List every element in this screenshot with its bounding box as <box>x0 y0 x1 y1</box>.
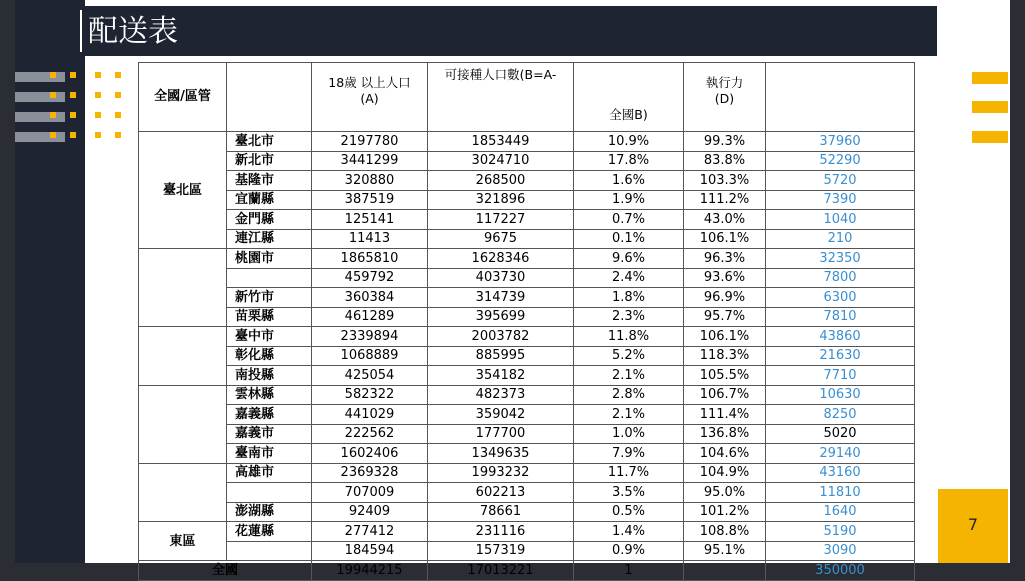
region-cell <box>139 385 227 463</box>
distribution-table <box>138 62 915 581</box>
decor-stripe <box>15 112 65 122</box>
execution-rate-cell: 93.6% <box>684 268 766 288</box>
allocation-cell: 7710 <box>766 366 915 386</box>
city-cell: 臺南市 <box>227 444 312 464</box>
allocation-cell: 5020 <box>766 424 915 444</box>
table-row <box>139 307 915 327</box>
eligible-population-cell: 395699 <box>428 307 574 327</box>
adult-population-cell: 92409 <box>312 502 428 522</box>
city-cell: 桃園市 <box>227 249 312 269</box>
adult-population-cell: 222562 <box>312 424 428 444</box>
adult-population-cell: 11413 <box>312 229 428 249</box>
share-cell: 0.9% <box>574 541 684 561</box>
table-row <box>139 171 915 191</box>
share-cell: 1.6% <box>574 171 684 191</box>
decor-dot <box>95 92 101 98</box>
eligible-population-cell: 157319 <box>428 541 574 561</box>
table-row <box>139 229 915 249</box>
share-cell: 7.9% <box>574 444 684 464</box>
eligible-population-cell: 359042 <box>428 405 574 425</box>
execution-rate-cell: 108.8% <box>684 522 766 542</box>
adult-population-cell: 360384 <box>312 288 428 308</box>
allocation-cell: 3090 <box>766 541 915 561</box>
table-row <box>139 190 915 210</box>
share-cell: 1.4% <box>574 522 684 542</box>
adult-population-cell: 125141 <box>312 210 428 230</box>
decor-right-bar <box>972 72 1008 84</box>
eligible-population-cell: 482373 <box>428 385 574 405</box>
decor-dot <box>70 132 76 138</box>
eligible-population-cell: 314739 <box>428 288 574 308</box>
share-cell: 17.8% <box>574 151 684 171</box>
execution-rate-cell: 118.3% <box>684 346 766 366</box>
region-cell: 東區 <box>139 522 227 561</box>
decor-dot <box>95 72 101 78</box>
city-cell: 苗栗縣 <box>227 307 312 327</box>
share-cell: 11.8% <box>574 327 684 347</box>
share-cell: 0.1% <box>574 229 684 249</box>
decor-dot <box>70 112 76 118</box>
eligible-population-cell: 2003782 <box>428 327 574 347</box>
table-header-row <box>139 63 915 132</box>
share-cell: 2.4% <box>574 268 684 288</box>
table-row <box>139 346 915 366</box>
share-cell: 2.1% <box>574 366 684 386</box>
allocation-cell: 10630 <box>766 385 915 405</box>
table-row <box>139 366 915 386</box>
city-cell: 宜蘭縣 <box>227 190 312 210</box>
table-row <box>139 424 915 444</box>
city-cell: 澎湖縣 <box>227 502 312 522</box>
table-row <box>139 210 915 230</box>
allocation-cell: 210 <box>766 229 915 249</box>
share-cell: 11.7% <box>574 463 684 483</box>
eligible-population-cell: 1993232 <box>428 463 574 483</box>
adult-population-cell: 441029 <box>312 405 428 425</box>
allocation-cell: 21630 <box>766 346 915 366</box>
eligible-population-cell: 1853449 <box>428 132 574 152</box>
allocation-cell: 7800 <box>766 268 915 288</box>
decor-dot <box>115 112 121 118</box>
allocation-cell: 52290 <box>766 151 915 171</box>
execution-rate-cell: 106.1% <box>684 229 766 249</box>
total-adult-population: 19944215 <box>312 561 428 581</box>
eligible-population-cell: 1349635 <box>428 444 574 464</box>
decor-right-bar <box>972 101 1008 113</box>
table-row <box>139 405 915 425</box>
adult-population-cell: 459792 <box>312 268 428 288</box>
column-header: 18歲 以上人口 (A) <box>312 63 428 132</box>
adult-population-cell: 387519 <box>312 190 428 210</box>
table-row <box>139 132 915 152</box>
share-cell: 10.9% <box>574 132 684 152</box>
city-cell: 雲林縣 <box>227 385 312 405</box>
allocation-cell: 5720 <box>766 171 915 191</box>
eligible-population-cell: 403730 <box>428 268 574 288</box>
city-cell: 嘉義縣 <box>227 405 312 425</box>
share-cell: 1.8% <box>574 288 684 308</box>
table-row <box>139 385 915 405</box>
execution-rate-cell: 104.9% <box>684 463 766 483</box>
column-header: 可接種人口數(B=A- <box>428 63 574 132</box>
adult-population-cell: 3441299 <box>312 151 428 171</box>
execution-rate-cell: 105.5% <box>684 366 766 386</box>
decor-dot <box>50 72 56 78</box>
decor-dot <box>50 132 56 138</box>
region-cell <box>139 249 227 327</box>
city-cell: 新竹市 <box>227 288 312 308</box>
total-eligible-population: 17013221 <box>428 561 574 581</box>
eligible-population-cell: 321896 <box>428 190 574 210</box>
decor-stripe <box>15 92 65 102</box>
column-header <box>766 63 915 132</box>
title-bar <box>77 6 937 56</box>
eligible-population-cell: 602213 <box>428 483 574 503</box>
execution-rate-cell: 43.0% <box>684 210 766 230</box>
adult-population-cell: 277412 <box>312 522 428 542</box>
column-header: 執行力 (D) <box>684 63 766 132</box>
decor-stripe <box>15 132 65 142</box>
decor-dot <box>115 72 121 78</box>
eligible-population-cell: 177700 <box>428 424 574 444</box>
share-cell: 0.7% <box>574 210 684 230</box>
city-cell: 新北市 <box>227 151 312 171</box>
allocation-cell: 32350 <box>766 249 915 269</box>
decor-stripe <box>15 72 65 82</box>
share-cell: 2.3% <box>574 307 684 327</box>
eligible-population-cell: 3024710 <box>428 151 574 171</box>
eligible-population-cell: 268500 <box>428 171 574 191</box>
share-cell: 1.0% <box>574 424 684 444</box>
table-row <box>139 502 915 522</box>
total-label: 全國 <box>139 561 312 581</box>
share-cell: 1.9% <box>574 190 684 210</box>
column-header: 全國B) <box>574 63 684 132</box>
share-cell: 3.5% <box>574 483 684 503</box>
table-row <box>139 151 915 171</box>
adult-population-cell: 461289 <box>312 307 428 327</box>
eligible-population-cell: 78661 <box>428 502 574 522</box>
share-cell: 2.8% <box>574 385 684 405</box>
eligible-population-cell: 354182 <box>428 366 574 386</box>
city-cell: 金門縣 <box>227 210 312 230</box>
eligible-population-cell: 9675 <box>428 229 574 249</box>
adult-population-cell: 1865810 <box>312 249 428 269</box>
adult-population-cell: 425054 <box>312 366 428 386</box>
city-cell <box>227 268 312 288</box>
allocation-cell: 6300 <box>766 288 915 308</box>
region-cell <box>139 463 227 522</box>
region-cell <box>139 327 227 386</box>
execution-rate-cell: 96.3% <box>684 249 766 269</box>
allocation-cell: 43860 <box>766 327 915 347</box>
city-cell: 彰化縣 <box>227 346 312 366</box>
column-header <box>227 63 312 132</box>
adult-population-cell: 2339894 <box>312 327 428 347</box>
adult-population-cell: 707009 <box>312 483 428 503</box>
city-cell: 連江縣 <box>227 229 312 249</box>
adult-population-cell: 2369328 <box>312 463 428 483</box>
column-header: 全國/區管 <box>139 63 227 132</box>
execution-rate-cell: 106.1% <box>684 327 766 347</box>
city-cell <box>227 541 312 561</box>
execution-rate-cell: 95.0% <box>684 483 766 503</box>
allocation-cell: 11810 <box>766 483 915 503</box>
execution-rate-cell: 95.7% <box>684 307 766 327</box>
allocation-cell: 7390 <box>766 190 915 210</box>
allocation-cell: 8250 <box>766 405 915 425</box>
execution-rate-cell: 136.8% <box>684 424 766 444</box>
execution-rate-cell: 83.8% <box>684 151 766 171</box>
allocation-cell: 43160 <box>766 463 915 483</box>
allocation-cell: 1040 <box>766 210 915 230</box>
execution-rate-cell: 111.2% <box>684 190 766 210</box>
allocation-cell: 1640 <box>766 502 915 522</box>
adult-population-cell: 582322 <box>312 385 428 405</box>
table-row <box>139 444 915 464</box>
execution-rate-cell: 99.3% <box>684 132 766 152</box>
decor-dot <box>50 112 56 118</box>
execution-rate-cell: 111.4% <box>684 405 766 425</box>
table-row <box>139 463 915 483</box>
table-row <box>139 268 915 288</box>
total-execution-rate <box>684 561 766 581</box>
execution-rate-cell: 96.9% <box>684 288 766 308</box>
allocation-cell: 37960 <box>766 132 915 152</box>
table-row <box>139 522 915 542</box>
adult-population-cell: 1068889 <box>312 346 428 366</box>
decor-dot <box>115 92 121 98</box>
decor-right-bar <box>972 131 1008 143</box>
share-cell: 9.6% <box>574 249 684 269</box>
adult-population-cell: 1602406 <box>312 444 428 464</box>
adult-population-cell: 2197780 <box>312 132 428 152</box>
decor-dot <box>115 132 121 138</box>
eligible-population-cell: 231116 <box>428 522 574 542</box>
execution-rate-cell: 104.6% <box>684 444 766 464</box>
eligible-population-cell: 117227 <box>428 210 574 230</box>
city-cell: 高雄市 <box>227 463 312 483</box>
decor-dot <box>50 92 56 98</box>
decor-dot <box>95 112 101 118</box>
page-title: 配送表 <box>88 14 178 49</box>
share-cell: 2.1% <box>574 405 684 425</box>
decor-dot <box>95 132 101 138</box>
eligible-population-cell: 885995 <box>428 346 574 366</box>
share-cell: 0.5% <box>574 502 684 522</box>
city-cell: 花蓮縣 <box>227 522 312 542</box>
decor-dot <box>70 92 76 98</box>
total-row <box>139 561 915 581</box>
execution-rate-cell: 103.3% <box>684 171 766 191</box>
region-cell: 臺北區 <box>139 132 227 249</box>
page-number-box <box>938 489 1008 563</box>
table-row <box>139 327 915 347</box>
execution-rate-cell: 101.2% <box>684 502 766 522</box>
eligible-population-cell: 1628346 <box>428 249 574 269</box>
allocation-cell: 5190 <box>766 522 915 542</box>
city-cell: 臺北市 <box>227 132 312 152</box>
execution-rate-cell: 106.7% <box>684 385 766 405</box>
city-cell: 南投縣 <box>227 366 312 386</box>
table-row <box>139 249 915 269</box>
city-cell: 嘉義市 <box>227 424 312 444</box>
total-share: 1 <box>574 561 684 581</box>
total-allocation: 350000 <box>766 561 915 581</box>
page-number: 7 <box>967 515 979 534</box>
left-sidebar-band <box>15 0 85 563</box>
title-accent-line <box>80 10 82 52</box>
table-row <box>139 288 915 308</box>
table-row <box>139 541 915 561</box>
city-cell: 臺中市 <box>227 327 312 347</box>
adult-population-cell: 184594 <box>312 541 428 561</box>
adult-population-cell: 320880 <box>312 171 428 191</box>
city-cell <box>227 483 312 503</box>
allocation-cell: 7810 <box>766 307 915 327</box>
decor-dot <box>70 72 76 78</box>
share-cell: 5.2% <box>574 346 684 366</box>
execution-rate-cell: 95.1% <box>684 541 766 561</box>
table-row <box>139 483 915 503</box>
city-cell: 基隆市 <box>227 171 312 191</box>
allocation-cell: 29140 <box>766 444 915 464</box>
